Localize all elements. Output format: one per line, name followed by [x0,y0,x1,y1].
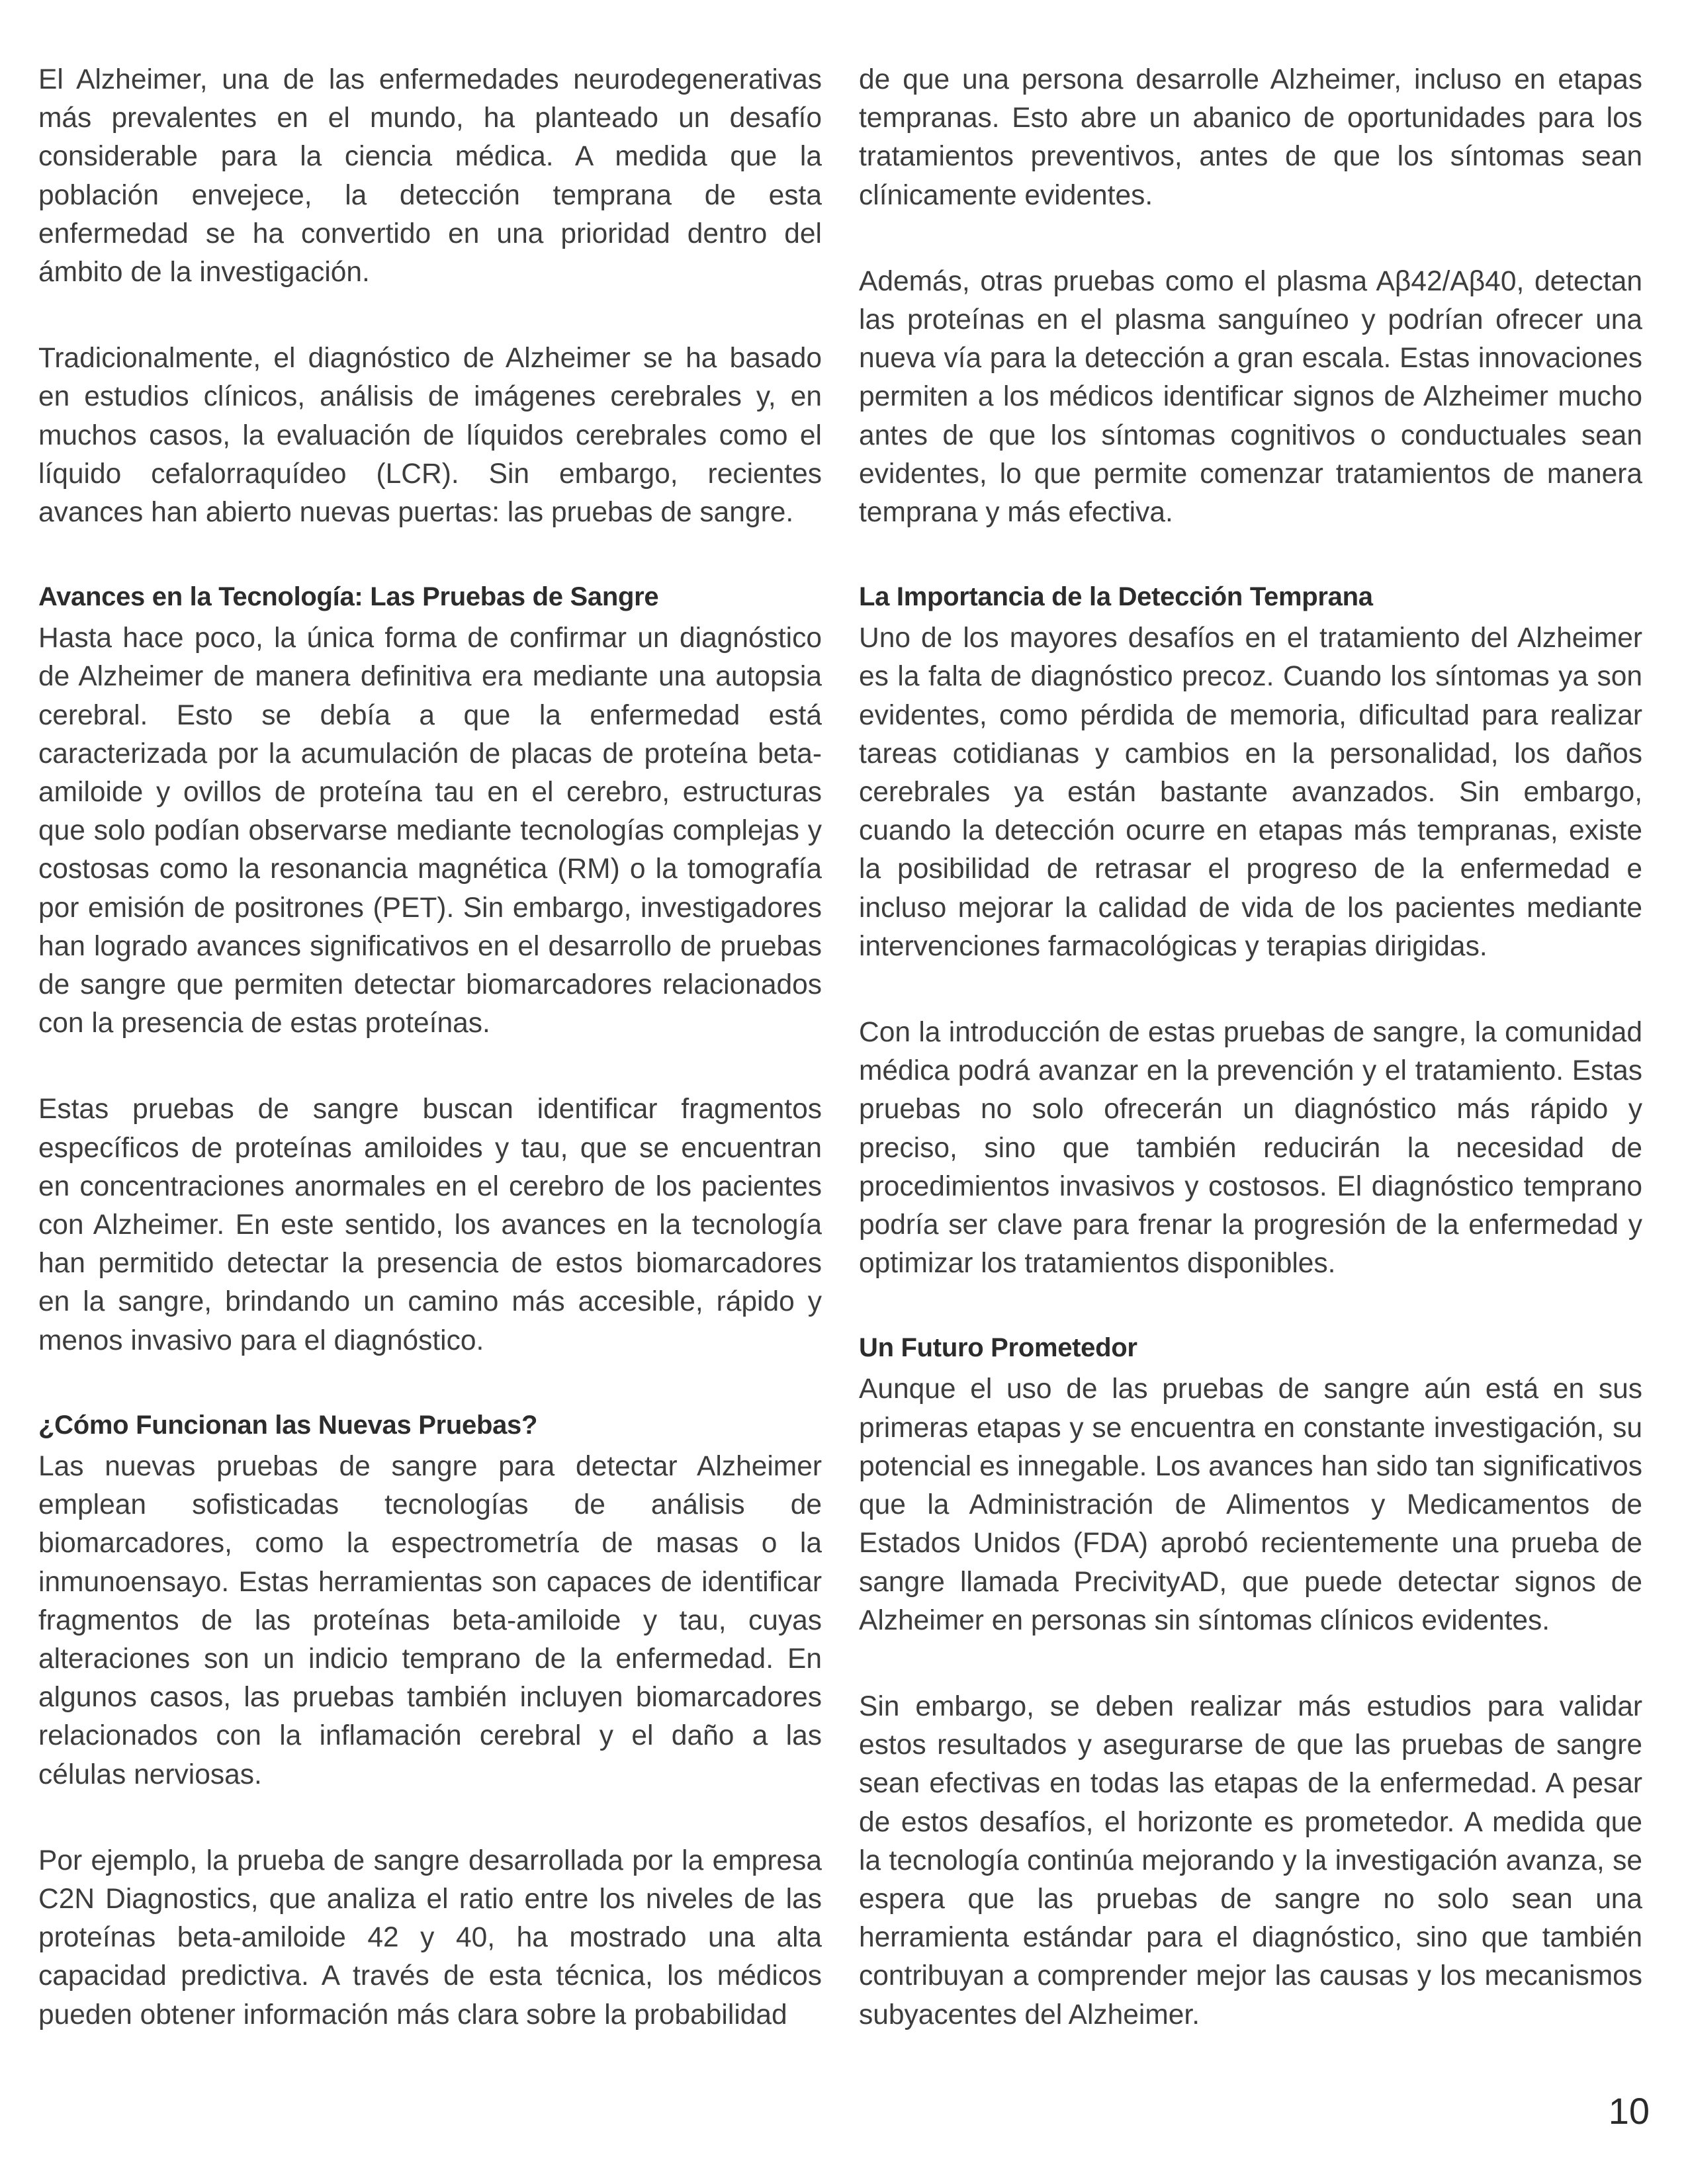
section-heading-advances: Avances en la Tecnología: Las Pruebas de Sangre [38,582,659,612]
left-column [38,61,822,2034]
advances-paragraph: Hasta hace poco, la única forma de confirmar un diagnóstico de Alzheimer de manera definitiva era mediante una autopsia cerebral. Esto se debía a que la enfermedad está caracterizada por la acumulación de placas de proteína beta-amiloide y ovillos de proteína tau en el cerebro, estructuras que solo podían observarse mediante tecnologías complejas y costosas como la resonancia magnética (RM) o la tomografía por emisión de positrones (PET). Sin embargo, investigadores han logrado avances significativos en el desarrollo de pruebas de sangre que permiten detectar biomarcadores relacionados con la presencia de estas proteínas. [38,623,822,1039]
medical-community-paragraph: Con la introducción de estas pruebas de sangre, la comunidad médica podrá avanzar en la prevención y el tratamiento. Estas pruebas no solo ofrecerán un diagnóstico más rápido y preciso, sino que también reducirán la necesidad de procedimientos invasivos y costosos. El diagnóstico temprano podría ser clave para frenar la progresión de la enfermedad y optimizar los tratamientos disponibles. [859,1017,1642,1280]
c2n-example-paragraph: Por ejemplo, la prueba de sangre desarrollada por la empresa C2N Diagnostics, que analiza el ratio entre los niveles de las proteínas beta-amiloide 42 y 40, ha mostrado una alta capacidad predictiva. A través de esta técnica, los médicos pueden obtener información más clara sobre la probabilidad [38,1845,822,2031]
section-heading-early-detection: La Importancia de la Detección Temprana [859,582,1373,612]
promising-future-paragraph: Aunque el uso de las pruebas de sangre aún está en sus primeras etapas y se encuentra en constante investigación, su potencial es innegable. Los avances han sido tan significativos que la Administración de Alimentos y Medicamentos de Estados Unidos (FDA) aprobó recientemente una prueba de sangre llamada PrecivityAD, que puede detectar signos de Alzheimer en personas sin síntomas clínicos evidentes. [859,1374,1642,1636]
early-detection-paragraph: Uno de los mayores desafíos en el tratamiento del Alzheimer es la falta de diagnóstico precoz. Cuando los síntomas ya son evidentes, como pérdida de memoria, dificultad para realizar tareas cotidianas y cambios en la personalidad, los daños cerebrales ya están bastante avanzados. Sin embargo, cuando la detección ocurre en etapas más tempranas, existe la posibilidad de retrasar el progreso de la enfermedad e incluso mejorar la calidad de vida de los pacientes mediante intervenciones farmacológicas y terapias dirigidas. [859,623,1642,962]
intro-paragraph: El Alzheimer, una de las enfermedades neurodegenerativas más prevalentes en el mundo, ha planteado un desafío considerable para la ciencia médica. A medida que la población envejece, la detección temprana de esta enfermedad se ha convertido en una prioridad dentro del ámbito de la investigación. [38,64,822,288]
continuation-paragraph: de que una persona desarrolle Alzheimer, incluso en etapas tempranas. Esto abre un abanico de oportunidades para los tratamientos preventivos, antes de que los síntomas sean clínicamente evidentes. [859,64,1642,211]
further-studies-paragraph: Sin embargo, se deben realizar más estudios para validar estos resultados y asegurarse de que las pruebas de sangre sean efectivas en todas las etapas de la enfermedad. A pesar de estos desafíos, el horizonte es prometedor. A medida que la tecnología continúa mejorando y la investigación avanza, se espera que las pruebas de sangre no solo sean una herramienta estándar para el diagnóstico, sino que también contribuyan a comprender mejor las causas y los mecanismos subyacentes del Alzheimer. [859,1690,1642,2031]
plasma-test-paragraph: Además, otras pruebas como el plasma Aβ42/Aβ40, detectan las proteínas en el plasma sanguíneo y podrían ofrecer una nueva vía para la detección a gran escala. Estas innovaciones permiten a los médicos identificar signos de Alzheimer mucho antes de que los síntomas cognitivos o conductuales sean evidentes, lo que permite comenzar tratamientos de manera temprana y más efectiva. [859,265,1642,529]
traditional-diagnosis-paragraph: Tradicionalmente, el diagnóstico de Alzheimer se ha basado en estudios clínicos, análisis de imágenes cerebrales y, en muchos casos, la evaluación de líquidos cerebrales como el líquido cefalorraquídeo (LCR). Sin embargo, recientes avances han abierto nuevas puertas: las pruebas de sangre. [38,343,822,529]
section-heading-how-tests-work: ¿Cómo Funcionan las Nuevas Pruebas? [38,1410,538,1440]
blood-tests-paragraph: Estas pruebas de sangre buscan identificar fragmentos específicos de proteínas amiloides y tau, que se encuentran en concentraciones anormales en el cerebro de los pacientes con Alzheimer. En este sentido, los avances en la tecnología han permitido detectar la presencia de estos biomarcadores en la sangre, brindando un camino más accesible, rápido y menos invasivo para el diagnóstico. [38,1094,822,1356]
page-number: 10 [1608,2090,1650,2132]
section-heading-promising-future: Un Futuro Prometedor [859,1333,1137,1363]
right-column [859,61,1642,2034]
how-tests-work-paragraph: Las nuevas pruebas de sangre para detectar Alzheimer emplean sofisticadas tecnologías de análisis de biomarcadores, como la espectrometría de masas o la inmunoensayo. Estas herramientas son capaces de identificar fragmentos de las proteínas beta-amiloide y tau, cuyas alteraciones son un indicio temprano de la enfermedad. En algunos casos, las pruebas también incluyen biomarcadores relacionados con la inflamación cerebral y el daño a las células nerviosas. [38,1450,822,1790]
